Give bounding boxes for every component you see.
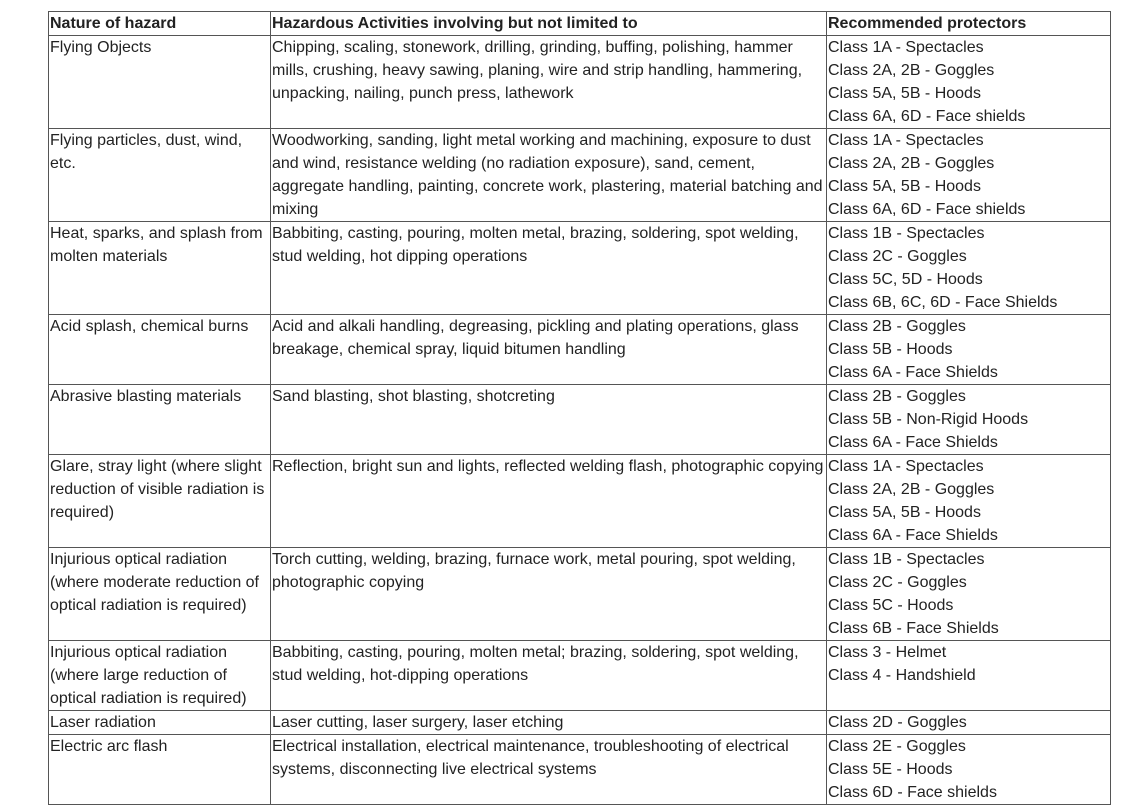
table-row [49,735,1111,805]
protector-item: Class 5E - Hoods [828,761,953,778]
activities-cell: Laser cutting, laser surgery, laser etching [271,711,827,735]
protector-item: Class 1B - Spectacles [828,551,985,568]
table-row [49,385,1111,455]
protector-item: Class 2A, 2B - Goggles [828,62,995,79]
hazard-cell: Glare, stray light (where slight reduction of visible radiation is required) [49,455,271,548]
activities-cell: Chipping, scaling, stonework, drilling, grinding, buffing, polishing, hammer mills, crushing, heavy sawing, planing, wire and strip handling, hammering, unpacking, nailing, punch press, lathework [271,36,827,129]
protector-item: Class 6B, 6C, 6D - Face Shields [828,294,1058,311]
protector-item: Class 6A - Face Shields [828,364,998,381]
protector-item: Class 2B - Goggles [828,388,966,405]
hazard-cell: Electric arc flash [49,735,271,805]
protectors-cell [827,315,1111,385]
activities-cell: Woodworking, sanding, light metal working and machining, exposure to dust and wind, resistance welding (no radiation exposure), sand, cement, aggregate handling, painting, concrete work, plastering, material batching and mixing [271,129,827,222]
hazard-cell: Acid splash, chemical burns [49,315,271,385]
table-row [49,315,1111,385]
activities-cell: Acid and alkali handling, degreasing, pickling and plating operations, glass breakage, chemical spray, liquid bitumen handling [271,315,827,385]
protector-item: Class 6A, 6D - Face shields [828,108,1026,125]
table-row [49,455,1111,548]
protector-item: Class 1A - Spectacles [828,458,984,475]
table-row [49,641,1111,711]
protectors-cell [827,36,1111,129]
protector-item: Class 1A - Spectacles [828,39,984,56]
protectors-cell [827,711,1111,735]
protector-item: Class 2B - Goggles [828,318,966,335]
activities-cell: Babbiting, casting, pouring, molten metal, brazing, soldering, spot welding, stud welding, hot dipping operations [271,222,827,315]
protector-item: Class 1A - Spectacles [828,132,984,149]
protectors-cell [827,455,1111,548]
protector-item: Class 1B - Spectacles [828,225,985,242]
protector-item: Class 3 - Helmet [828,644,947,661]
protector-item: Class 2A, 2B - Goggles [828,481,995,498]
protector-item: Class 5A, 5B - Hoods [828,504,981,521]
protectors-cell [827,548,1111,641]
hazard-cell: Injurious optical radiation (where moderate reduction of optical radiation is required) [49,548,271,641]
protector-item: Class 5B - Hoods [828,341,953,358]
protector-item: Class 5A, 5B - Hoods [828,85,981,102]
hazard-cell: Laser radiation [49,711,271,735]
header-nature-of-hazard: Nature of hazard [49,12,271,36]
protectors-cell [827,735,1111,805]
header-recommended-protectors: Recommended protectors [827,12,1111,36]
table-row [49,129,1111,222]
activities-cell: Torch cutting, welding, brazing, furnace work, metal pouring, spot welding, photographic copying [271,548,827,641]
protector-item: Class 6D - Face shields [828,784,997,801]
table-row [49,548,1111,641]
protectors-cell [827,222,1111,315]
protectors-cell [827,641,1111,711]
protector-item: Class 2C - Goggles [828,574,967,591]
hazard-cell: Heat, sparks, and splash from molten materials [49,222,271,315]
activities-cell: Reflection, bright sun and lights, reflected welding flash, photographic copying [271,455,827,548]
header-hazardous-activities: Hazardous Activities involving but not limited to [271,12,827,36]
protector-item: Class 2C - Goggles [828,248,967,265]
protectors-cell [827,385,1111,455]
protector-item: Class 5C, 5D - Hoods [828,271,983,288]
activities-cell: Babbiting, casting, pouring, molten metal; brazing, soldering, spot welding, stud welding, hot-dipping operations [271,641,827,711]
protectors-cell [827,129,1111,222]
table-row [49,711,1111,735]
protector-item: Class 4 - Handshield [828,667,976,684]
activities-cell: Electrical installation, electrical maintenance, troubleshooting of electrical systems, disconnecting live electrical systems [271,735,827,805]
table-row [49,36,1111,129]
hazard-protection-table [48,11,1111,805]
hazard-cell: Flying Objects [49,36,271,129]
hazard-cell: Abrasive blasting materials [49,385,271,455]
protector-item: Class 6A - Face Shields [828,527,998,544]
table-row [49,222,1111,315]
protector-item: Class 5B - Non-Rigid Hoods [828,411,1029,428]
protector-item: Class 6A, 6D - Face shields [828,201,1026,218]
protector-item: Class 2E - Goggles [828,738,966,755]
protector-item: Class 5C - Hoods [828,597,954,614]
protector-item: Class 2A, 2B - Goggles [828,155,995,172]
hazard-cell: Injurious optical radiation (where large reduction of optical radiation is required) [49,641,271,711]
protector-item: Class 6B - Face Shields [828,620,999,637]
protector-item: Class 5A, 5B - Hoods [828,178,981,195]
hazard-cell: Flying particles, dust, wind, etc. [49,129,271,222]
protector-item: Class 2D - Goggles [828,714,967,731]
activities-cell: Sand blasting, shot blasting, shotcreting [271,385,827,455]
protector-item: Class 6A - Face Shields [828,434,998,451]
table-header-row [49,12,1111,36]
